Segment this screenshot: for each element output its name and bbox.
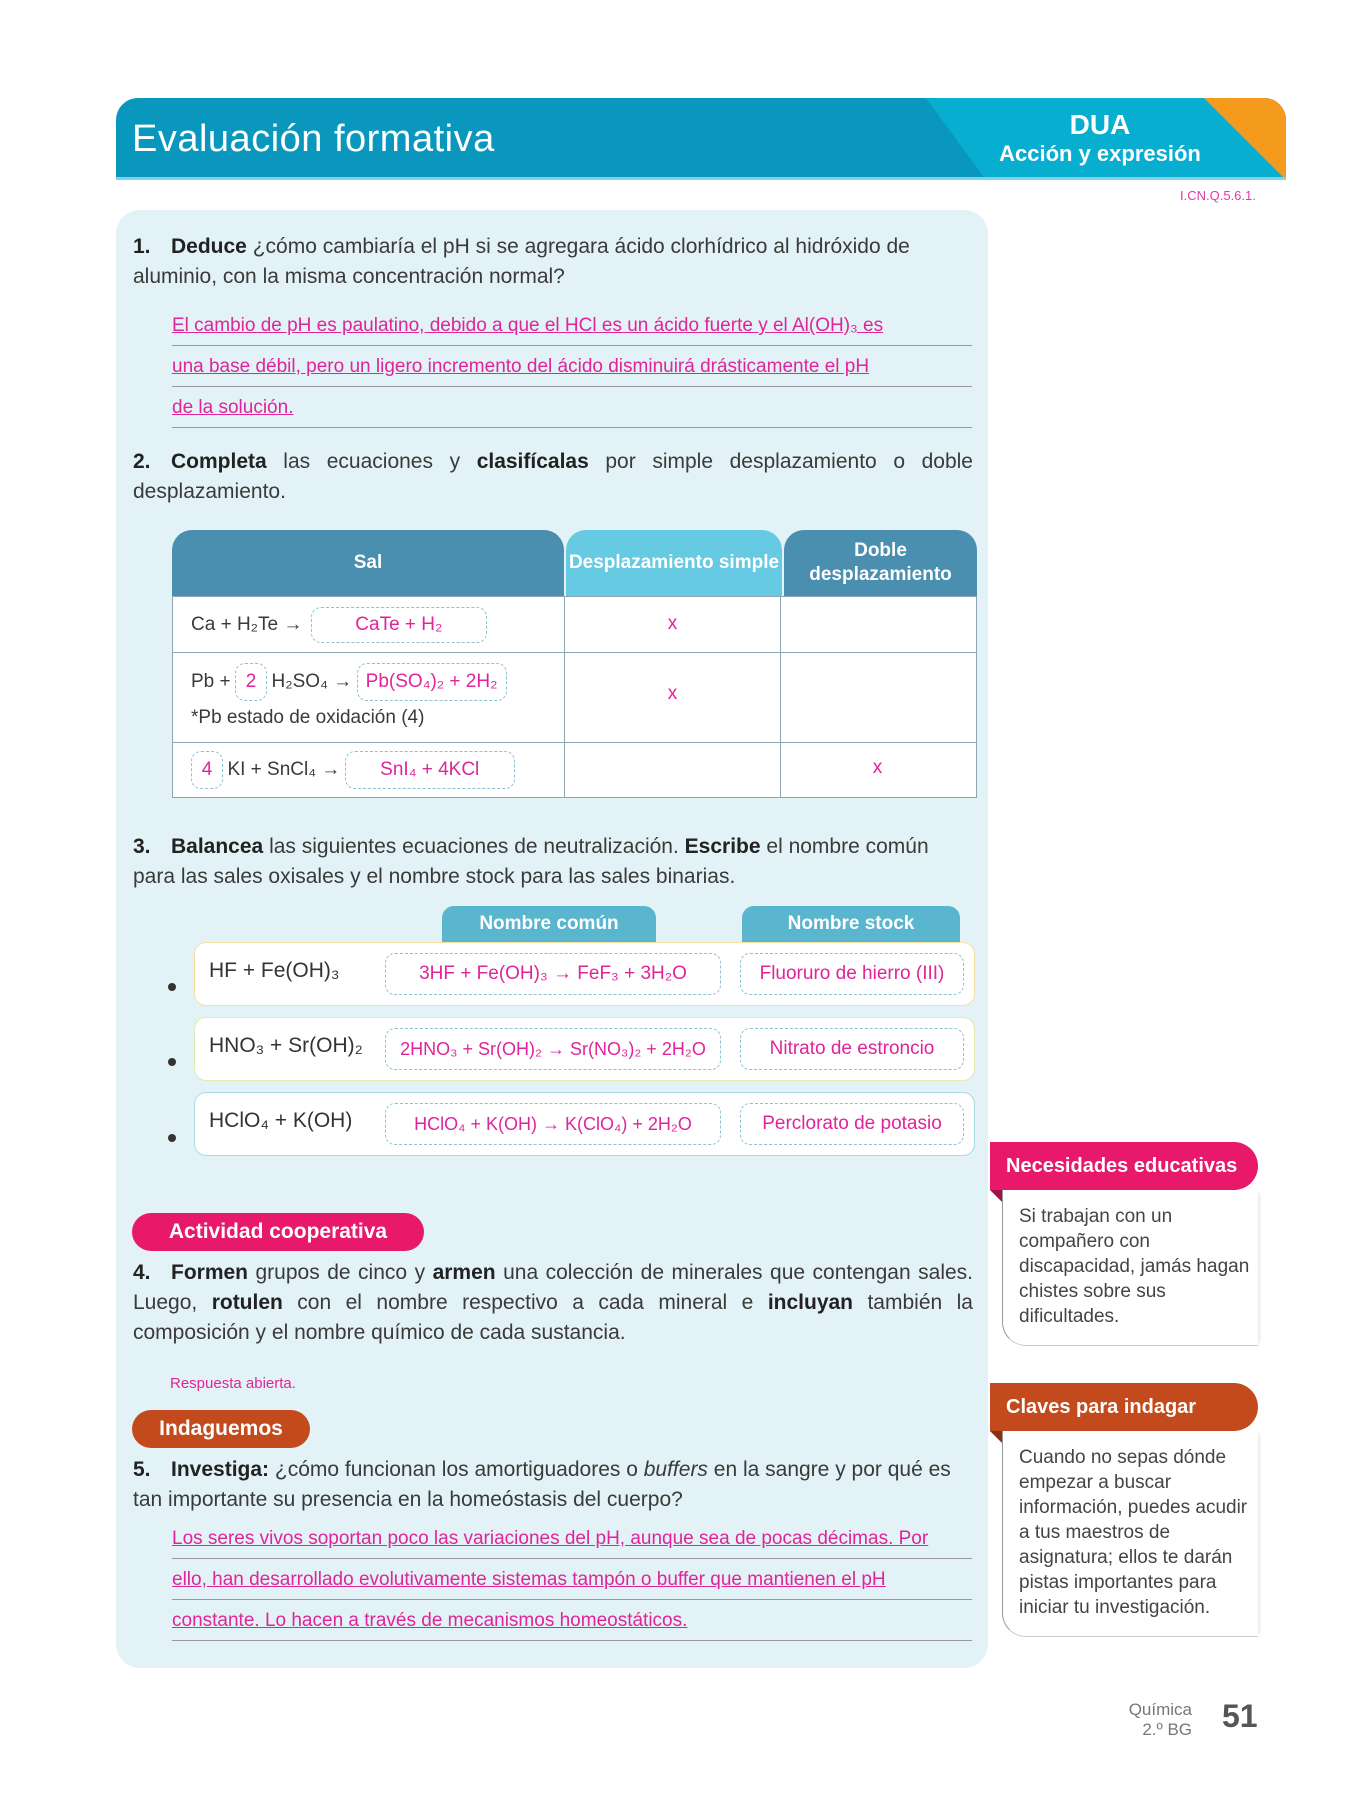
question-verb: Completa: [171, 450, 267, 473]
stock-name-answer: Fluoruro de hierro (III): [740, 953, 964, 995]
card-text: Cuando no sepas dónde empezar a buscar información, puedes acudir a tus maestros de asignatura; ellos te darán pistas importantes para iniciar tu investigación.: [1002, 1431, 1258, 1637]
dua-subtitle: Acción y expresión: [999, 141, 1201, 166]
question-2: [133, 447, 973, 507]
question-number: 1.: [133, 235, 151, 258]
question-text: el nombre común para las sales oxisales y el nombre stock para las sales binarias.: [133, 835, 929, 888]
bullet: [168, 1134, 176, 1142]
neutralization-row: [194, 1092, 975, 1156]
dua-badge: [980, 110, 1220, 168]
page-number: 51: [1222, 1698, 1258, 1734]
answer-line: Los seres vivos soportan poco las variaciones del pH, aunque sea de pocas décimas. Por: [172, 1518, 972, 1559]
question-text: ¿cómo cambiaría el pH si se agregara ácido clorhídrico al hidróxido de aluminio, con la misma concentración normal?: [133, 235, 910, 288]
answer-line: constante. Lo hacen a través de mecanismos homeostáticos.: [172, 1600, 972, 1641]
reactants: HNO₃ + Sr(OH)₂: [209, 1034, 363, 1057]
question-text: por simple desplazamiento o doble desplazamiento.: [133, 450, 973, 503]
footer-subject: [1100, 1700, 1192, 1740]
reactants: Pb +: [191, 671, 231, 692]
cell-simple: [565, 743, 781, 797]
cooperative-activity-label: Actividad cooperativa: [132, 1213, 424, 1251]
question-number: 4.: [133, 1261, 151, 1284]
neutralization-row: [194, 942, 975, 1006]
check-mark: x: [872, 757, 883, 778]
page-title: Evaluación formativa: [132, 118, 495, 160]
cell-simple: [565, 597, 781, 652]
stock-name-answer: Perclorato de potasio: [740, 1103, 964, 1145]
cell-simple: [565, 653, 781, 742]
card-inquiry-keys: [990, 1383, 1258, 1637]
cell-sal: [173, 743, 565, 797]
question-1: [133, 232, 973, 292]
coefficient-answer: 4: [191, 751, 223, 789]
table-body: [172, 596, 977, 798]
product-answer: SnI₄ + 4KCl: [345, 751, 515, 789]
balanced-equation-answer: 2HNO₃ + Sr(OH)₂ → Sr(NO₃)₂ + 2H₂O: [385, 1028, 721, 1070]
question-verb: Investiga:: [171, 1458, 270, 1481]
dua-title: DUA: [1069, 109, 1131, 140]
question-text: las siguientes ecuaciones de neutralización.: [263, 835, 685, 858]
question-number: 3.: [133, 835, 151, 858]
question-verb: clasifícalas: [476, 450, 589, 473]
question-verb: armen: [432, 1261, 496, 1284]
check-mark: x: [667, 613, 678, 634]
product-answer: Pb(SO₄)₂ + 2H₂: [357, 663, 507, 701]
question-3: [133, 832, 973, 892]
balanced-equation-answer: HClO₄ + K(OH) → K(ClO₄) + 2H₂O: [385, 1103, 721, 1145]
answer-line: ello, han desarrollado evolutivamente sistemas tampón o buffer que mantienen el pH: [172, 1559, 972, 1600]
note: *Pb estado de oxidación (4): [191, 707, 425, 728]
question-verb: Deduce: [171, 235, 247, 258]
reactants: H₂SO₄ →: [271, 671, 353, 692]
card-title: Necesidades educativas: [990, 1142, 1258, 1190]
banner-underline: [116, 177, 1286, 180]
column-header-stock-name: Nombre stock: [742, 906, 960, 942]
table-header-sal: Sal: [172, 530, 564, 596]
curriculum-code: I.CN.Q.5.6.1.: [1180, 188, 1256, 203]
question-text: ¿cómo funcionan los amortiguadores o: [269, 1458, 644, 1481]
cell-doble: [781, 653, 974, 742]
table-header-simple: Desplazamiento simple: [566, 530, 782, 596]
question-text: también la composición y el nombre químico de cada sustancia.: [133, 1291, 973, 1344]
question-4: [133, 1258, 973, 1348]
question-verb: Escribe: [684, 835, 761, 858]
table-header-doble: Doble desplazamiento: [784, 530, 977, 596]
product-answer: CaTe + H₂: [311, 607, 487, 643]
question-text: en la sangre y por qué es tan importante su presencia en la homeóstasis del cuerpo?: [133, 1458, 951, 1511]
question-verb: rotulen: [211, 1291, 283, 1314]
question-text: las ecuaciones y: [266, 450, 477, 473]
check-mark: x: [667, 683, 678, 704]
bullet: [168, 983, 176, 991]
coefficient-answer: 2: [235, 663, 267, 701]
answer-line: El cambio de pH es paulatino, debido a que el HCl es un ácido fuerte y el Al(OH)₃ es: [172, 305, 972, 346]
question-verb: Balancea: [171, 835, 264, 858]
stock-name-answer: Nitrato de estroncio: [740, 1028, 964, 1070]
card-text: Si trabajan con un compañero con discapacidad, jamás hagan chistes sobre sus dificultades.: [1002, 1190, 1258, 1346]
cell-doble: [781, 597, 974, 652]
reactants: HClO₄ + K(OH): [209, 1109, 353, 1132]
reactants: Ca + H₂Te →: [191, 614, 303, 635]
question-text: buffers: [643, 1458, 708, 1481]
question-text: grupos de cinco y: [248, 1261, 433, 1284]
displacement-table: [172, 530, 977, 798]
subject-name: Química: [1128, 1700, 1192, 1719]
table-row: [173, 597, 976, 653]
bullet: [168, 1058, 176, 1066]
reactants: KI + SnCl₄ →: [227, 759, 341, 780]
question-5: [133, 1455, 973, 1515]
inquiry-label: Indaguemos: [132, 1410, 310, 1448]
open-answer-note: Respuesta abierta.: [170, 1375, 296, 1392]
question-text: con el nombre respectivo a cada mineral e: [282, 1291, 768, 1314]
card-special-needs: [990, 1142, 1258, 1346]
question-number: 2.: [133, 450, 151, 473]
question-verb: incluyan: [767, 1291, 854, 1314]
card-fold: [990, 1431, 1002, 1443]
question-number: 5.: [133, 1458, 151, 1481]
table-row: [173, 743, 976, 797]
answer-line: de la solución.: [172, 387, 972, 428]
answer-line: una base débil, pero un ligero incremento del ácido disminuirá drásticamente el pH: [172, 346, 972, 387]
table-row: [173, 653, 976, 743]
cell-doble: [781, 743, 974, 797]
cell-sal: [173, 653, 565, 742]
reactants: HF + Fe(OH)₃: [209, 959, 340, 982]
card-title: Claves para indagar: [990, 1383, 1258, 1431]
card-fold: [990, 1190, 1002, 1202]
grade-level: 2.º BG: [1142, 1720, 1192, 1739]
question-verb: Formen: [171, 1261, 249, 1284]
balanced-equation-answer: 3HF + Fe(OH)₃ → FeF₃ + 3H₂O: [385, 953, 721, 995]
column-header-common-name: Nombre común: [442, 906, 656, 942]
question-text: una colección de minerales que contengan sales. Luego,: [133, 1261, 973, 1314]
cell-sal: [173, 597, 565, 652]
neutralization-row: [194, 1017, 975, 1081]
